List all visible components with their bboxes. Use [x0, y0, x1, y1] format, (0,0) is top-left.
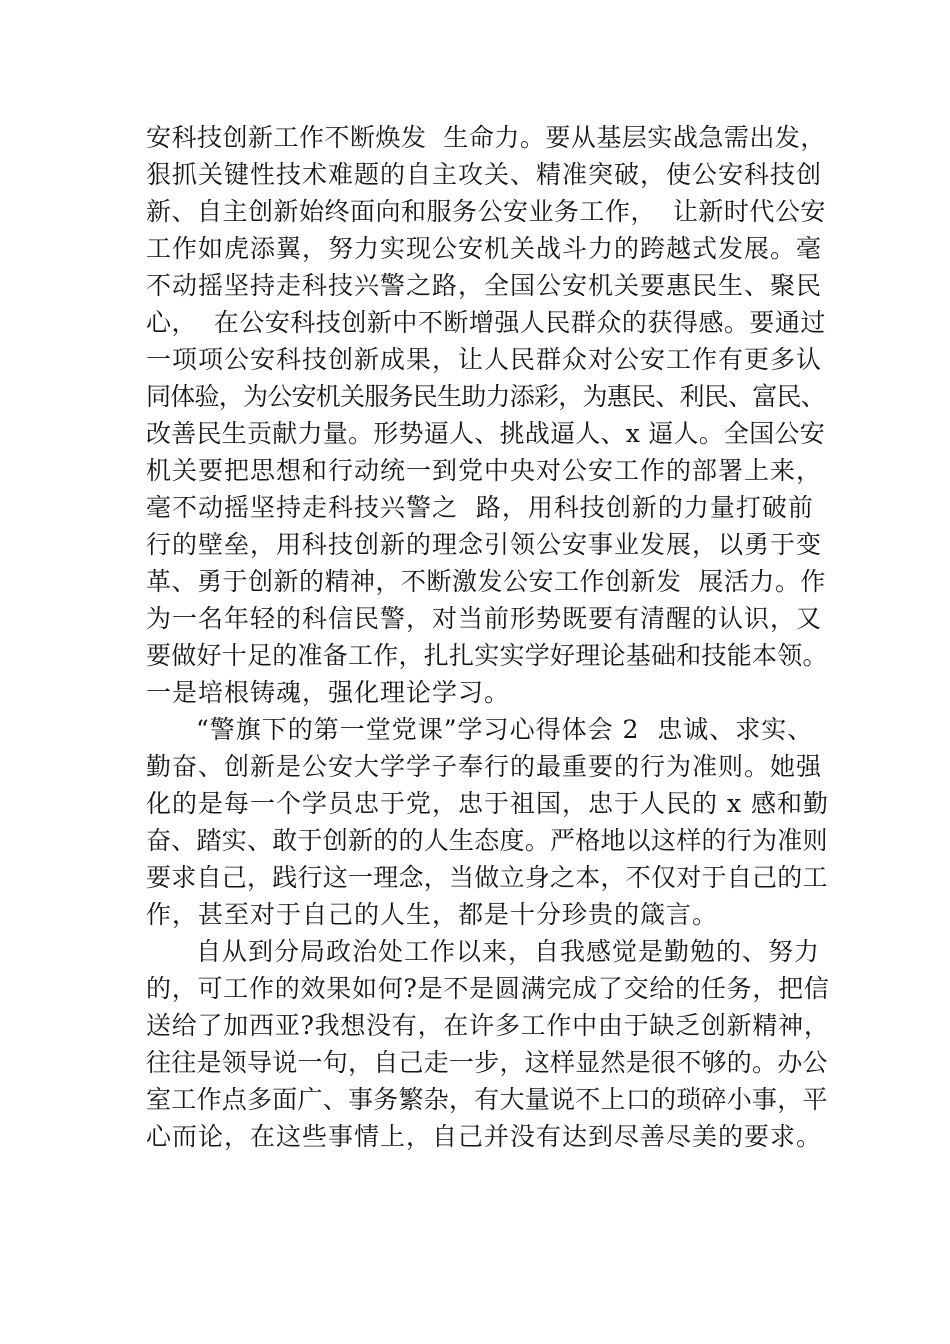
paragraph-2-line: 奋、踏实、敢于创新的的人生态度。严格地以这样的行为准则 [146, 826, 828, 855]
paragraph-1-line: 同体验，为公安机关服务民生助力添彩，为惠民、利民、富民、 [146, 382, 826, 411]
paragraph-1-line: 改善民生贡献力量。形势逼人、挑战逼人、x 逼人。全国公安 [146, 419, 826, 448]
paragraph-3-line: 心而论，在这些事情上，自己并没有达到尽善尽美的要求。 [146, 1122, 823, 1151]
paragraph-1-line: 新、自主创新始终面向和服务公安业务工作， 让新时代公安 [146, 197, 826, 226]
paragraph-2-line: 化的是每一个学员忠于党，忠于祖国，忠于人民的 x 感和勤 [146, 789, 829, 818]
paragraph-3-line: 往往是领导说一句，自己走一步，这样显然是很不够的。办公 [146, 1048, 828, 1077]
paragraph-1-line: 行的壁垒，用科技创新的理念引领公安事业发展，以勇于变 [146, 530, 823, 559]
paragraph-2-line: “警旗下的第一堂党课”学习心得体会 2 忠诚、求实、 [196, 715, 814, 744]
paragraph-3-line: 室工作点多面广、事务繁杂，有大量说不上口的琐碎小事，平 [146, 1085, 828, 1114]
paragraph-3-line: 自从到分局政治处工作以来，自我感觉是勤勉的、努力 [196, 937, 821, 966]
paragraph-1-line: 心， 在公安科技创新中不断增强人民群众的获得感。要通过 [146, 308, 826, 337]
paragraph-1-line: 毫不动摇坚持走科技兴警之 路，用科技创新的力量打破前 [146, 493, 814, 522]
paragraph-1-line: 不动摇坚持走科技兴警之路，全国公安机关要惠民生、聚民 [146, 271, 823, 300]
paragraph-3-line: 送给了加西亚?我想没有，在许多工作中由于缺乏创新精神， [146, 1011, 830, 1040]
paragraph-1-line: 狠抓关键性技术难题的自主攻关、精准突破，使公安科技创 [146, 160, 823, 189]
paragraph-1-line: 工作如虎添翼，努力实现公安机关战斗力的跨越式发展。毫 [146, 234, 823, 263]
paragraph-1-line: 一是培根铸魂，强化理论学习。 [146, 678, 511, 707]
paragraph-2-line: 要求自己，践行这一理念，当做立身之本，不仅对于自己的工 [146, 863, 828, 892]
paragraph-1-line: 机关要把思想和行动统一到党中央对公安工作的部署上来， [146, 456, 823, 485]
paragraph-2-line: 勤奋、创新是公安大学学子奉行的最重要的行为准则。她强 [146, 752, 823, 781]
paragraph-1-line: 革、勇于创新的精神，不断激发公安工作创新发 展活力。作 [146, 567, 826, 596]
paragraph-2-line: 作，甚至对于自己的人生，都是十分珍贵的箴言。 [146, 900, 719, 929]
paragraph-3-line: 的，可工作的效果如何?是不是圆满完成了交给的任务，把信 [146, 974, 830, 1003]
paragraph-1-line: 要做好十足的准备工作，扎扎实实学好理论基础和技能本领。 [146, 641, 828, 670]
paragraph-1-line: 一项项公安科技创新成果，让人民群众对公安工作有更多认 [146, 345, 823, 374]
paragraph-1-line: 安科技创新工作不断焕发 生命力。要从基层实战急需出发， [146, 123, 826, 152]
paragraph-1-line: 为一名年轻的科信民警，对当前形势既要有清醒的认识，又 [146, 604, 823, 633]
